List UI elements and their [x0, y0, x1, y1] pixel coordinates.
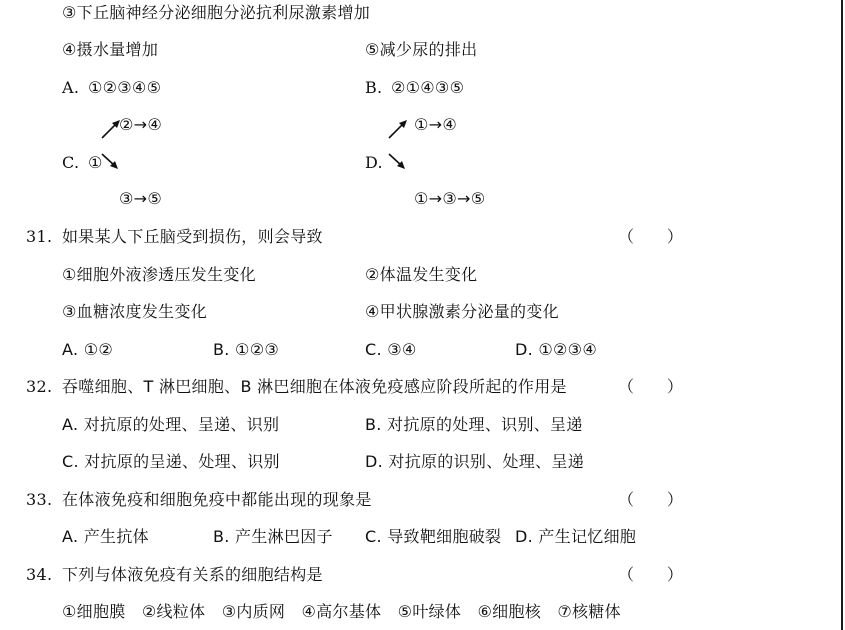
q31-option-a: A. ①②	[62, 340, 114, 359]
q31-number: 31.	[26, 227, 53, 246]
q32-number: 32.	[26, 377, 53, 396]
option-c-up-arrow	[100, 118, 122, 140]
option-c-down-arrow	[100, 152, 122, 172]
q32-option-b: B. 对抗原的处理、识别、呈递	[365, 415, 583, 434]
option-a-sequence: ①②③④⑤	[88, 78, 162, 97]
q31-stem: 如果某人下丘脑受到损伤，则会导致	[62, 227, 323, 246]
q31-statement-3: ③血糖浓度发生变化	[62, 302, 208, 321]
q32-option-c: C. 对抗原的呈递、处理、识别	[62, 452, 280, 471]
statement-4: ④摄水量增加	[62, 40, 159, 59]
option-c-letter: C.	[62, 153, 80, 172]
q32-stem: 吞噬细胞、T 淋巴细胞、B 淋巴细胞在体液免疫感应阶段所起的作用是	[62, 377, 567, 396]
q31-statement-4: ④甲状腺激素分泌量的变化	[365, 302, 559, 321]
option-b-sequence: ②①④③⑤	[391, 78, 465, 97]
option-d-letter: D.	[365, 153, 383, 172]
q34-stem: 下列与体液免疫有关系的细胞结构是	[62, 565, 323, 584]
option-c-lower-branch: ③→⑤	[119, 189, 162, 208]
page-right-border	[841, 0, 843, 630]
q33-number: 33.	[26, 490, 53, 509]
q33-option-d: D. 产生记忆细胞	[515, 527, 637, 546]
q33-stem: 在体液免疫和细胞免疫中都能出现的现象是	[62, 490, 372, 509]
option-b-letter: B.	[365, 78, 383, 97]
q34-number: 34.	[26, 565, 53, 584]
q31-answer-blank: （ ）	[618, 227, 684, 246]
q32-option-d: D. 对抗原的识别、处理、呈递	[365, 452, 584, 471]
q32-option-a: A. 对抗原的处理、呈递、识别	[62, 415, 280, 434]
q34-structure-list: ①细胞膜 ②线粒体 ③内质网 ④高尔基体 ⑤叶绿体 ⑥细胞核 ⑦核糖体	[62, 602, 621, 621]
option-a-letter: A.	[62, 78, 80, 97]
q32-answer-blank: （ ）	[618, 377, 684, 396]
statement-3: ③下丘脑神经分泌细胞分泌抗利尿激素增加	[62, 3, 371, 22]
q33-option-c: C. 导致靶细胞破裂	[365, 527, 502, 546]
q31-statement-1: ①细胞外液渗透压发生变化	[62, 265, 256, 284]
option-d-upper-branch: ①→④	[414, 115, 457, 134]
option-d-lower-branch: ①→③→⑤	[414, 189, 486, 208]
option-d-down-arrow	[387, 152, 409, 172]
q33-option-a: A. 产生抗体	[62, 527, 149, 546]
q31-option-d: D. ①②③④	[515, 340, 597, 359]
q31-option-b: B. ①②③	[213, 340, 279, 359]
q33-option-b: B. 产生淋巴因子	[213, 527, 333, 546]
option-d-up-arrow	[387, 118, 409, 140]
q31-option-c: C. ③④	[365, 340, 417, 359]
statement-5: ⑤减少尿的排出	[365, 40, 478, 59]
q34-answer-blank: （ ）	[618, 565, 684, 584]
option-c-start: ①	[88, 153, 103, 172]
q33-answer-blank: （ ）	[618, 490, 684, 509]
option-c-upper-branch: ②→④	[119, 115, 162, 134]
q31-statement-2: ②体温发生变化	[365, 265, 478, 284]
